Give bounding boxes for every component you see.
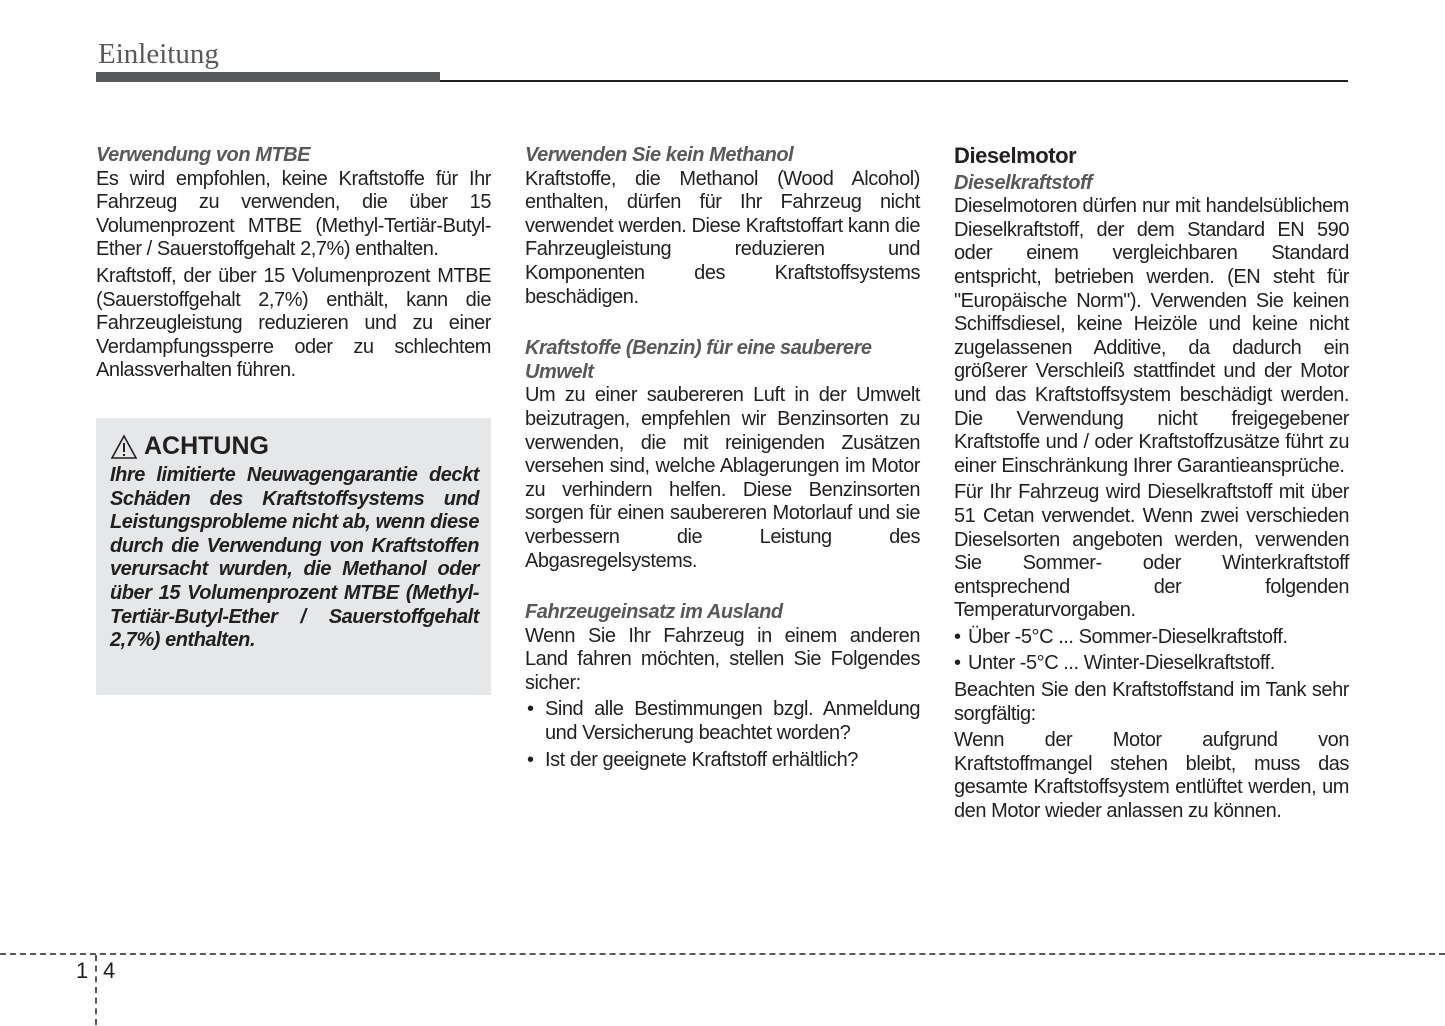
- list-item: • Sind alle Bestimmungen bzgl. Anmeldung und Versicherung beachtet worden?: [525, 698, 920, 745]
- header-rule: [440, 80, 1348, 82]
- temperature-list: [954, 626, 1349, 676]
- paragraph: Es wird empfohlen, keine Kraftstoffe für Ihr Fahrzeug zu verwenden, die über 15 Volumenprozent MTBE (Methyl-Tertiär-Butyl-Ether / Sauerstoffgehalt 2,7%) enthalten.: [96, 167, 491, 261]
- column-1: [96, 144, 491, 386]
- paragraph: Wenn Sie Ihr Fahrzeug in einem anderen Land fahren möchten, stellen Sie Folgendes sicher:: [525, 624, 920, 694]
- paragraph: Kraftstoff, der über 15 Volumenprozent MTBE (Sauerstoffgehalt 2,7%) enthält, kann die Fahrzeugleistung reduzieren und zu einer Verdampfungssperre oder zu schlechtem Anlassverhalten führen.: [96, 264, 491, 382]
- warning-title: ACHTUNG: [110, 432, 269, 461]
- heading-mtbe: Verwendung von MTBE: [96, 144, 311, 166]
- heading-methanol: Verwenden Sie kein Methanol: [525, 144, 794, 166]
- checklist: [525, 698, 920, 772]
- chapter-number: 1: [76, 958, 89, 983]
- footer-divider: [95, 955, 97, 1025]
- list-item: • Ist der geeignete Kraftstoff erhältlich?: [525, 749, 920, 773]
- column-2: [525, 144, 920, 775]
- paragraph: Wenn der Motor aufgrund von Kraftstoffmangel stehen bleibt, muss das gesamte Kraftstoffsystem entlüftet werden, um den Motor wieder anlassen zu können.: [954, 729, 1349, 823]
- paragraph: Um zu einer saubereren Luft in der Umwelt beizutragen, empfehlen wir Benzinsorten zu verwenden, die mit reinigenden Zusätzen versehen sind, welche Ablagerungen im Motor zu verhindern helfen. Diese Benzinsorten sorgen für einen saubereren Motorlauf und sie verbessern die Leistung des Abgasregelsystems.: [525, 384, 920, 572]
- section-title: Einleitung: [98, 38, 219, 70]
- heading-diesel-engine: Dieselmotor: [954, 143, 1077, 168]
- footer-rule: [0, 953, 1445, 955]
- warning-box: [96, 418, 491, 695]
- header-bar: [96, 72, 440, 82]
- paragraph: Für Ihr Fahrzeug wird Dieselkraftstoff mit über 51 Cetan verwendet. Wenn zwei verschieden Dieselsorten angeboten werden, verwenden Sie Sommer- oder Winterkraftstoff entsprechend der folgenden Temperaturvorgaben.: [954, 481, 1349, 622]
- paragraph: Kraftstoffe, die Methanol (Wood Alcohol) enthalten, dürfen für Ihr Fahrzeug nicht verwendet werden. Diese Kraftstoffart kann die Fahrzeugleistung reduzieren und Komponenten des Kraftstoffsystems beschädigen.: [525, 167, 920, 308]
- warning-text: Ihre limitierte Neuwagengarantie deckt Schäden des Kraftstoffsystems und Leistungsprobleme nicht ab, wenn diese durch die Verwendung von Kraftstoffen verursacht wurden, die Methanol oder über 15 Volumenprozent MTBE (Methyl-Tertiär-Butyl-Ether / Sauerstoffgehalt 2,7%) enthalten.: [110, 464, 479, 652]
- subheading-diesel-fuel: Dieselkraftstoff: [954, 171, 1093, 194]
- warning-triangle-icon: [110, 434, 138, 460]
- list-item: • Über -5°C ... Sommer-Dieselkraftstoff.: [954, 626, 1349, 650]
- heading-abroad: Fahrzeugeinsatz im Ausland: [525, 601, 783, 624]
- list-item: • Unter -5°C ... Winter-Dieselkraftstoff.: [954, 652, 1349, 676]
- heading-clean-fuel: Kraftstoffe (Benzin) für eine sauberere Umwelt: [525, 337, 872, 383]
- page-number: 4: [103, 958, 116, 983]
- column-3: [954, 144, 1349, 827]
- paragraph: Beachten Sie den Kraftstoffstand im Tank sehr sorgfältig:: [954, 679, 1349, 725]
- paragraph: Dieselmotoren dürfen nur mit handelsüblichem Dieselkraftstoff, der dem Standard EN 590 oder einem vergleichbaren Standard entspricht, betrieben werden. (EN steht für "Europäische Norm"). Verwenden Sie keinen Schiffsdiesel, keine Heizöle und keine nicht zugelassenen Additive, da dadurch ein größerer Verschleiß stattfindet und der Motor und das Kraftstoffsystem beschädigt werden. Die Verwendung nicht freigegebener Kraftstoffe und / oder Kraftstoffzusätze führt zu einer Einschränkung Ihrer Garantieansprüche.: [954, 195, 1349, 477]
